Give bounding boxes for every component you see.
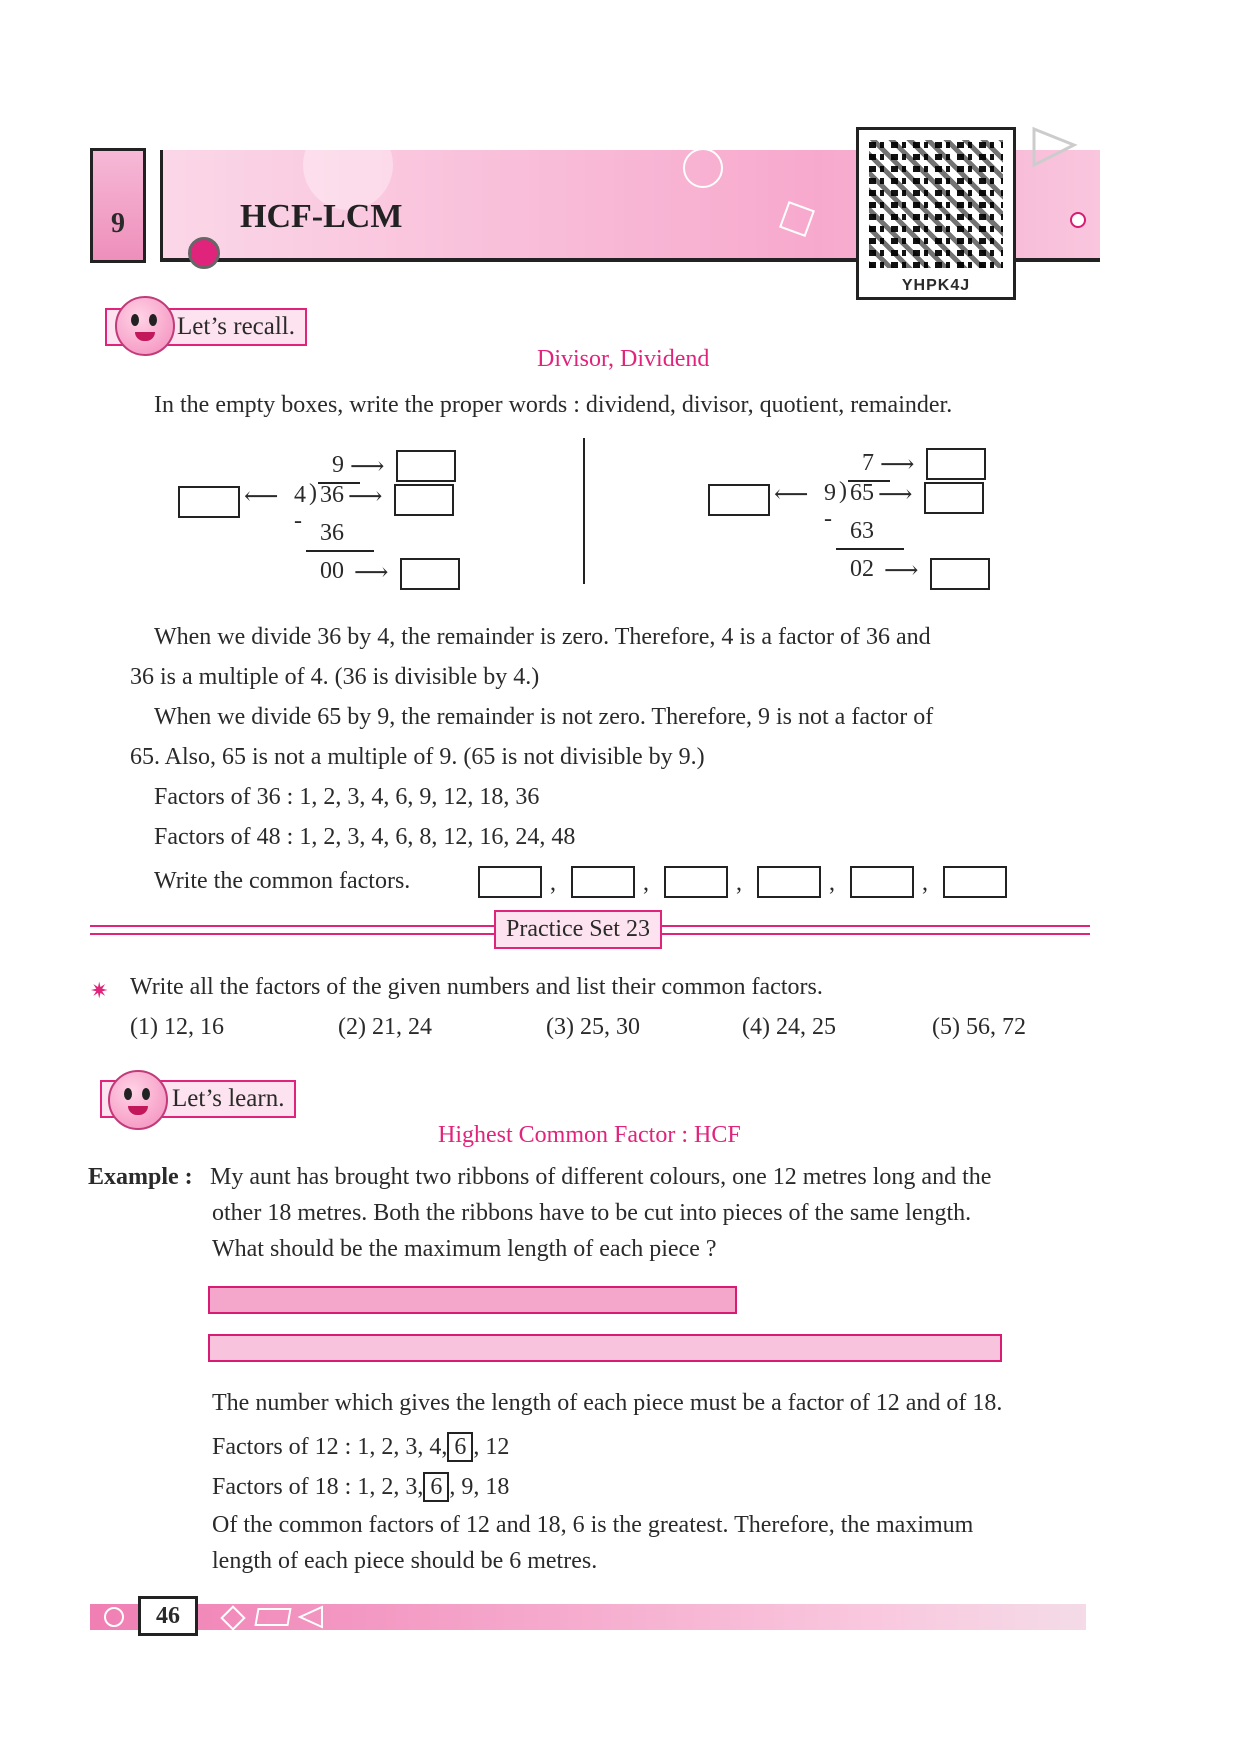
ribbon-12-metres <box>208 1286 737 1314</box>
practice-title: Practice Set 23 <box>494 910 662 949</box>
factors-of-12-values: 1, 2, 3, 4, <box>357 1434 448 1460</box>
common-factor-box[interactable] <box>757 866 821 898</box>
subtraction-line <box>306 550 374 552</box>
paragraph-2-line-2: 65. Also, 65 is not a multiple of 9. (65 is not divisible by 9.) <box>130 744 705 770</box>
example-line-1: My aunt has brought two ribbons of different colours, one 12 metres long and the <box>210 1164 992 1190</box>
quotient: 7 <box>862 450 874 476</box>
triangle-icon <box>296 1604 326 1630</box>
triangle-icon <box>1030 125 1080 175</box>
chapter-number: 9 <box>111 208 125 239</box>
factors-of-48: Factors of 48 : 1, 2, 3, 4, 6, 8, 12, 16, 24, 48 <box>154 824 576 850</box>
arrow-right-icon: ⟶ <box>884 558 919 584</box>
comma: , <box>922 870 928 896</box>
common-factor-box[interactable] <box>664 866 728 898</box>
learn-tag: Let’s learn. <box>100 1080 296 1118</box>
factors-of-12-line <box>212 1434 509 1461</box>
factors-of-18-label: Factors of 18 : <box>212 1474 352 1500</box>
arrow-right-icon: ⟶ <box>350 454 385 480</box>
divisor-answer-box[interactable] <box>178 486 240 518</box>
practice-item-3: (3) 25, 30 <box>546 1014 640 1040</box>
qr-code-label: YHPK4J <box>901 277 971 294</box>
dividend: 36 <box>320 482 344 508</box>
subtraction-line <box>836 548 904 550</box>
factor-statement: The number which gives the length of each piece must be a factor of 12 and of 18. <box>212 1390 1003 1416</box>
recall-tag: Let’s recall. <box>105 308 307 346</box>
star-bullet-icon: ✷ <box>90 978 109 1003</box>
common-factor-box[interactable] <box>571 866 635 898</box>
smiley-face-icon <box>108 1070 168 1130</box>
conclusion-line-2: length of each piece should be 6 metres. <box>212 1548 598 1574</box>
common-factors-prompt: Write the common factors. <box>154 868 411 894</box>
remainder: 02 <box>850 556 874 582</box>
minus-sign: - <box>824 506 832 532</box>
factors-of-12-label: Factors of 12 : <box>212 1434 352 1460</box>
conclusion-line-1: Of the common factors of 12 and 18, 6 is the greatest. Therefore, the maximum <box>212 1512 974 1538</box>
dividend-answer-box[interactable] <box>924 482 984 514</box>
quotient: 9 <box>332 452 344 478</box>
learn-heading: Highest Common Factor : HCF <box>438 1122 741 1148</box>
quotient-answer-box[interactable] <box>926 448 986 480</box>
comma: , <box>550 870 556 896</box>
common-factors-boxes <box>478 866 1018 900</box>
dividend: 65 <box>850 480 874 506</box>
highlighted-factor-6: 6 <box>447 1432 473 1462</box>
divisor-answer-box[interactable] <box>708 484 770 516</box>
factors-of-18-values: 1, 2, 3, <box>357 1474 424 1500</box>
remainder-answer-box[interactable] <box>930 558 990 590</box>
division-bracket-icon: ) <box>839 478 847 504</box>
common-factor-box[interactable] <box>850 866 914 898</box>
ribbons-diagram <box>208 1286 1008 1366</box>
arrow-left-icon: ⟵ <box>244 484 279 510</box>
paragraph-1-line-2: 36 is a multiple of 4. (36 is divisible by 4.) <box>130 664 540 690</box>
division-bracket-icon: ) <box>309 480 317 506</box>
chapter-dot-icon <box>188 237 220 269</box>
comma: , <box>829 870 835 896</box>
minus-sign: - <box>294 508 302 534</box>
comma: , <box>643 870 649 896</box>
division-diagram-1 <box>178 448 468 588</box>
remainder-answer-box[interactable] <box>400 558 460 590</box>
arrow-right-icon: ⟶ <box>880 452 915 478</box>
divisor: 9 <box>824 480 836 506</box>
product: 63 <box>850 518 874 544</box>
factors-of-18-line <box>212 1474 509 1501</box>
example-line-3: What should be the maximum length of each piece ? <box>212 1236 717 1262</box>
practice-item-5: (5) 56, 72 <box>932 1014 1026 1040</box>
practice-item-1: (1) 12, 16 <box>130 1014 224 1040</box>
circle-icon <box>104 1607 124 1627</box>
highlighted-factor-6: 6 <box>423 1472 449 1502</box>
divisor: 4 <box>294 482 306 508</box>
divider-line <box>583 438 585 584</box>
chapter-title: HCF-LCM <box>240 198 403 235</box>
arrow-right-icon: ⟶ <box>878 482 913 508</box>
smiley-face-icon <box>115 296 175 356</box>
paragraph-1-line-1: When we divide 36 by 4, the remainder is zero. Therefore, 4 is a factor of 36 and <box>154 624 931 650</box>
recall-instruction: In the empty boxes, write the proper words : dividend, divisor, quotient, remainder. <box>154 392 953 418</box>
factors-of-36: Factors of 36 : 1, 2, 3, 4, 6, 9, 12, 18, 36 <box>154 784 540 810</box>
arrow-right-icon: ⟶ <box>354 560 389 586</box>
division-diagram-2 <box>708 446 998 586</box>
practice-item-2: (2) 21, 24 <box>338 1014 432 1040</box>
recall-heading: Divisor, Dividend <box>537 346 710 372</box>
common-factor-box[interactable] <box>943 866 1007 898</box>
practice-instruction: Write all the factors of the given numbers and list their common factors. <box>130 974 823 1000</box>
qr-pattern <box>869 140 1003 268</box>
page-number: 46 <box>138 1596 198 1636</box>
paragraph-2-line-1: When we divide 65 by 9, the remainder is not zero. Therefore, 9 is not a factor of <box>154 704 934 730</box>
factors-of-18-rest: , 9, 18 <box>449 1474 510 1500</box>
practice-item-4: (4) 24, 25 <box>742 1014 836 1040</box>
common-factor-box[interactable] <box>478 866 542 898</box>
arrow-right-icon: ⟶ <box>348 484 383 510</box>
arrow-left-icon: ⟵ <box>774 482 809 508</box>
dividend-answer-box[interactable] <box>394 484 454 516</box>
example-label: Example : <box>88 1164 193 1190</box>
ribbon-18-metres <box>208 1334 1002 1362</box>
factors-of-12-rest: , 12 <box>473 1434 510 1460</box>
quotient-answer-box[interactable] <box>396 450 456 482</box>
qr-code[interactable] <box>856 127 1016 300</box>
example-line-2: other 18 metres. Both the ribbons have to be cut into pieces of the same length. <box>212 1200 972 1226</box>
rectangle-icon <box>254 1608 291 1626</box>
comma: , <box>736 870 742 896</box>
remainder: 00 <box>320 558 344 584</box>
chapter-number-tab <box>90 148 146 263</box>
product: 36 <box>320 520 344 546</box>
